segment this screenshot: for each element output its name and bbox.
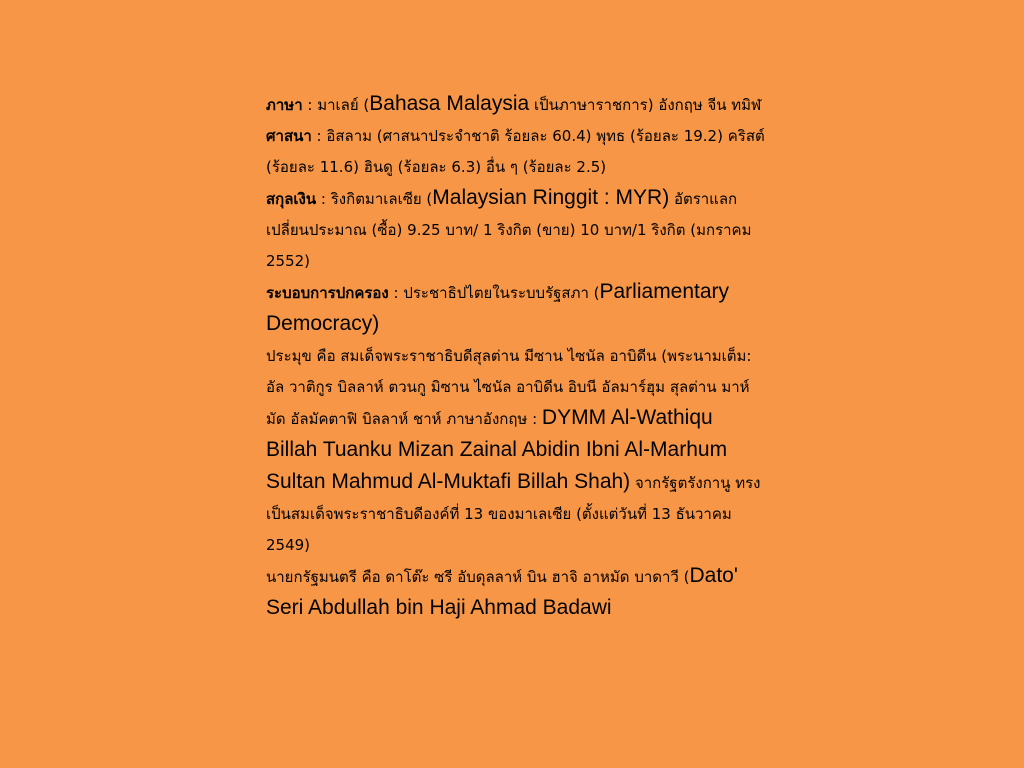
language-label: ภาษา: [266, 96, 303, 114]
currency-paragraph: [266, 183, 766, 277]
language-text-2: เป็นภาษาราชการ) อังกฤษ จีน ทมิฬ: [529, 96, 762, 114]
language-paragraph: [266, 89, 766, 121]
government-latin: Parliamentary Democracy): [266, 280, 730, 335]
currency-text-2: อัตราแลกเปลี่ยนประมาณ (ซื้อ) 9.25 บาท/ 1 ริงกิต (ขาย) 10 บาท/1 ริงกิต (มกราคม 2552): [266, 190, 752, 270]
language-latin: Bahasa Malaysia: [369, 92, 530, 115]
government-label: ระบอบการปกครอง: [266, 284, 389, 302]
head-of-state-latin: DYMM Al-Wathiqu Billah Tuanku Mizan Zainal Abidin Ibni Al-Marhum Sultan Mahmud Al-Muktafi Billah Shah): [266, 406, 728, 493]
religion-text: : อิสลาม (ศาสนาประจำชาติ ร้อยละ 60.4) พุทธ (ร้อยละ 19.2) คริสต์ (ร้อยละ 11.6) ฮินดู (ร้อยละ 6.3) อื่น ๆ (ร้อยละ 2.5): [266, 127, 765, 176]
language-text-1: : มาเลย์ (: [302, 96, 370, 114]
head-of-state-text-1: ประมุข คือ สมเด็จพระราชาธิบดีสุลต่าน มีซาน ไซนัล อาบิดีน (พระนามเต็ม: อัล วาติกูร บิลลาห์ ตวนกู มิซาน ไซนัล อาบิดีน อิบนี อัลมาร์ฮุม สุลต่าน มาห์มัด อัลมัคตาฟิ บิลลาห์ ชาห์ ภาษาอังกฤษ :: [266, 347, 752, 428]
religion-paragraph: [266, 121, 766, 183]
currency-label: สกุลเงิน: [266, 190, 317, 208]
government-text-1: : ประชาธิปไตยในระบบรัฐสภา (: [388, 284, 600, 302]
prime-minister-latin: Dato' Seri Abdullah bin Haji Ahmad Badawi: [266, 564, 738, 619]
slide-text-body: [266, 89, 766, 625]
currency-text-1: : ริงกิตมาเลเซีย (: [316, 190, 433, 208]
head-of-state-text-2: จากรัฐตรังกานู ทรงเป็นสมเด็จพระราชาธิบดีองค์ที่ 13 ของมาเลเซีย (ตั้งแต่วันที่ 13 ธันวาคม 2549): [266, 474, 761, 554]
head-of-state-paragraph: [266, 341, 766, 561]
currency-latin: Malaysian Ringgit : MYR): [432, 186, 670, 209]
government-paragraph: [266, 277, 766, 341]
prime-minister-paragraph: [266, 561, 766, 625]
religion-label: ศาสนา: [266, 127, 312, 145]
prime-minister-text-1: นายกรัฐมนตรี คือ ดาโต๊ะ ซรี อับดุลลาห์ บิน ฮาจิ อาหมัด บาดาวี (: [266, 568, 690, 586]
